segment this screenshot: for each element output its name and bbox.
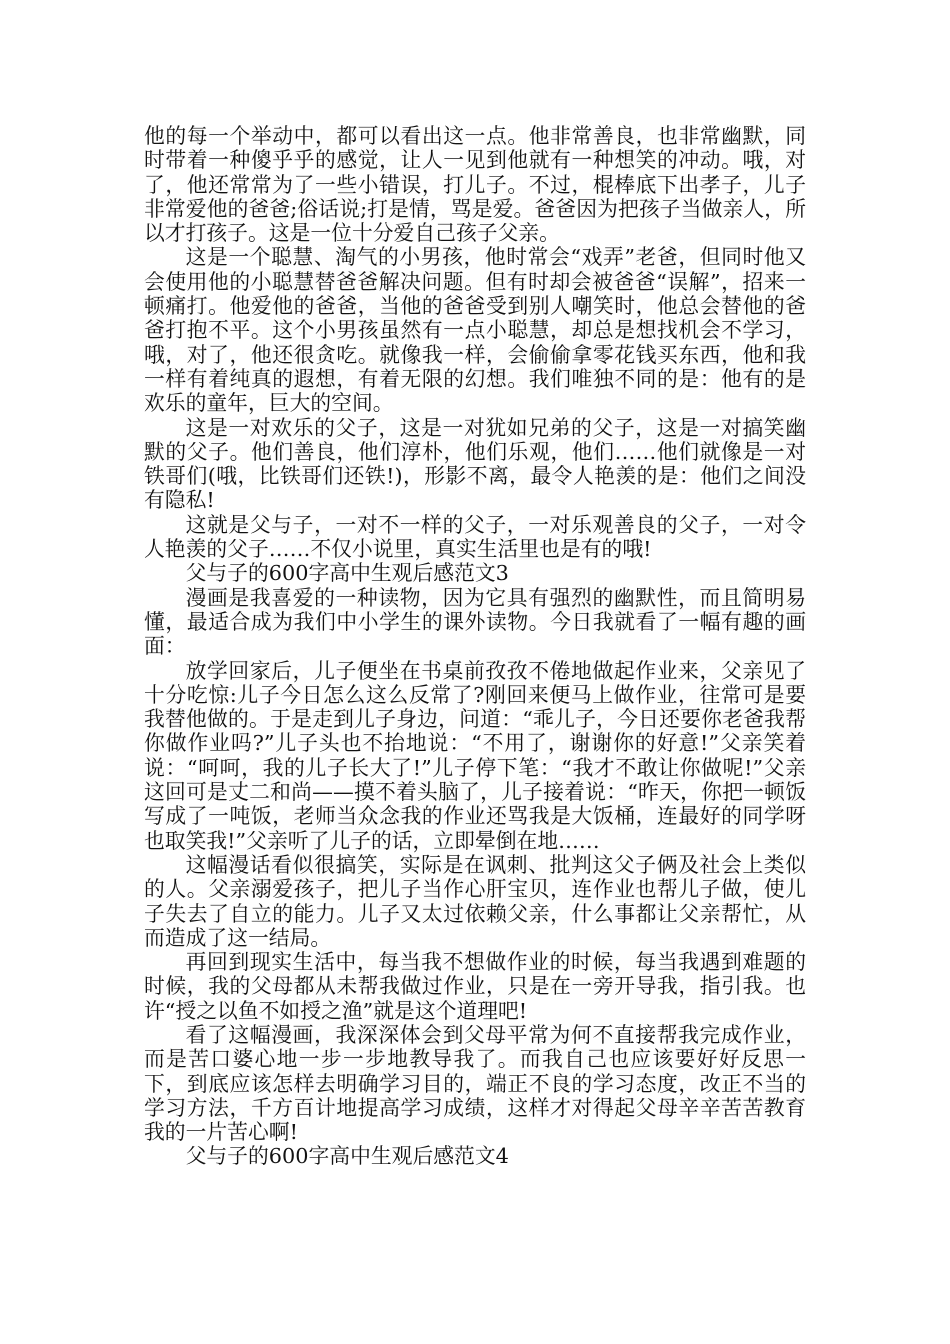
paragraph: 他的每一个举动中，都可以看出这一点。他非常善良，也非常幽默，同时带着一种傻乎乎的感觉，让人一见到他就有一种想笑的冲动。哦，对了，他还常常为了一些小错误，打儿子。不过，棍棒底下出孝子，儿子非常爱他的爸爸;俗话说;打是情，骂是爱。爸爸因为把孩子当做亲人，所以才打孩子。这是一位十分爱自己孩子父亲。 [144,124,806,246]
section-heading: 父与子的600字高中生观后感范文4 [185,1144,509,1169]
paragraph: 放学回家后，儿子便坐在书桌前孜孜不倦地做起作业来，父亲见了十分吃惊:儿子今日怎么这么反常了?刚回来便马上做作业，往常可是要我替他做的。于是走到儿子身边，问道：“乖儿子，今日还要你老爸我帮你做作业吗?”儿子头也不抬地说：“不用了，谢谢你的好意!”父亲笑着说：“呵呵，我的儿子长大了!”儿子停下笔：“我才不敢让你做呢!”父亲这回可是丈二和尚——摸不着头脑了，儿子接着说：“昨天，你把一顿饭写成了一吨饭，老师当众念我的作业还骂我是大饭桶，连最好的同学呀也取笑我!”父亲听了儿子的话，立即晕倒在地…… [144,658,806,853]
paragraph: 这幅漫话看似很搞笑，实际是在讽刺、批判这父子俩及社会上类似的人。父亲溺爱孩子，把儿子当作心肝宝贝，连作业也帮儿子做，使儿子失去了自立的能力。儿子又太过依赖父亲，什么事都让父亲帮忙，从而造成了这一结局。 [144,852,806,950]
section-heading: 父与子的600字高中生观后感范文3 [185,561,509,586]
paragraph: 这是一对欢乐的父子，这是一对犹如兄弟的父子，这是一对搞笑幽默的父子。他们善良，他们淳朴，他们乐观，他们……他们就像是一对铁哥们(哦，比铁哥们还铁!)，形影不离，最令人艳羡的是：他们之间没有隐私! [144,415,806,513]
document-page [144,124,806,1169]
paragraph: 这是一个聪慧、淘气的小男孩，他时常会“戏弄”老爸，但同时他又会使用他的小聪慧替爸爸解决问题。但有时却会被爸爸“误解”，招来一顿痛打。他爱他的爸爸，当他的爸爸受到别人嘲笑时，他总会替他的爸爸打抱不平。这个小男孩虽然有一点小聪慧，却总是想找机会不学习，哦，对了，他还很贪吃。就像我一样，会偷偷拿零花钱买东西，他和我一样有着纯真的遐想，有着无限的幻想。我们唯独不同的是：他有的是欢乐的童年，巨大的空间。 [144,245,806,416]
paragraph: 看了这幅漫画，我深深体会到父母平常为何不直接帮我完成作业，而是苦口婆心地一步一步地教导我了。而我自己也应该要好好反思一下，到底应该怎样去明确学习目的，端正不良的学习态度，改正不当的学习方法，千方百计地提高学习成绩，这样才对得起父母辛辛苦苦教育我的一片苦心啊! [144,1022,806,1145]
paragraph: 漫画是我喜爱的一种读物，因为它具有强烈的幽默性，而且简明易懂，最适合成为我们中小学生的课外读物。今日我就看了一幅有趣的画面： [144,585,806,659]
paragraph: 再回到现实生活中，每当我不想做作业的时候，每当我遇到难题的时候，我的父母都从未帮我做过作业，只是在一旁开导我，指引我。也许“授之以鱼不如授之渔”就是这个道理吧! [144,950,806,1023]
paragraph: 这就是父与子，一对不一样的父子，一对乐观善良的父子，一对令人艳羡的父子……不仅小说里，真实生活里也是有的哦! [144,512,806,562]
